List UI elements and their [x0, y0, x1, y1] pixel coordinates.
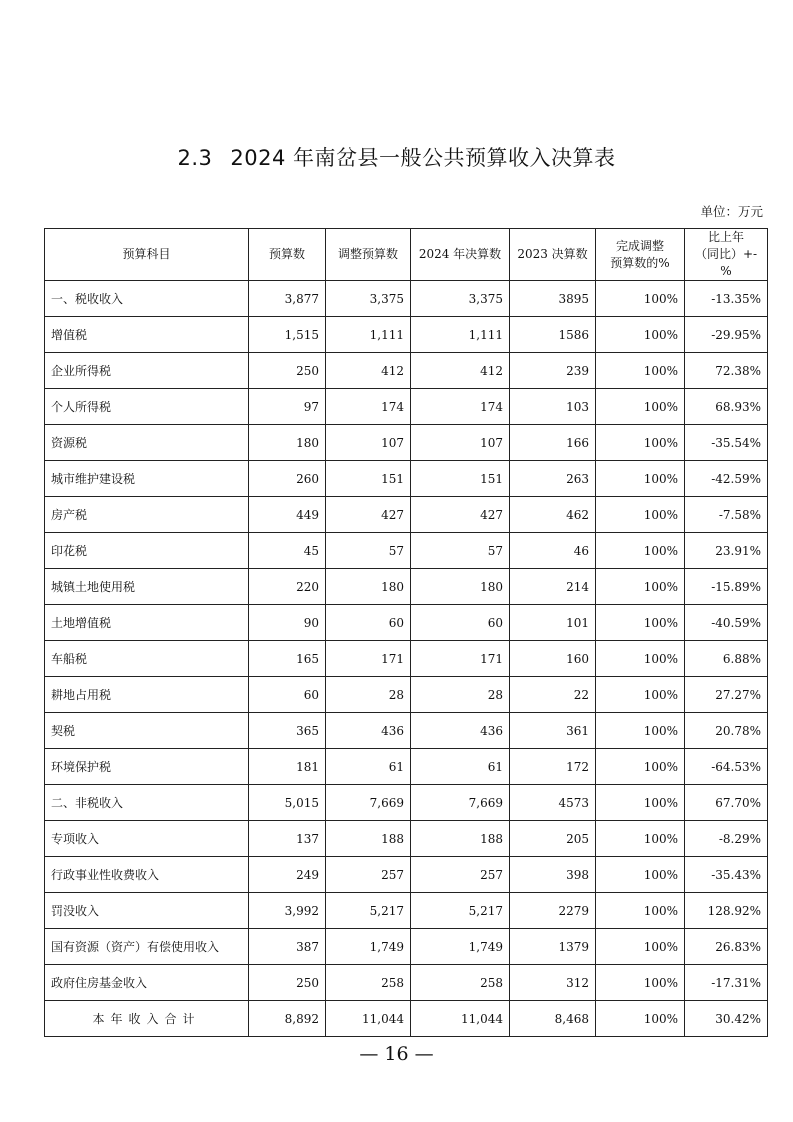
table-row — [45, 965, 768, 1001]
cell-completion: 100% — [596, 317, 685, 353]
table-row — [45, 677, 768, 713]
page-number: — 16 — — [359, 1043, 434, 1065]
cell-final-2023: 172 — [510, 749, 596, 785]
cell-completion: 100% — [596, 497, 685, 533]
cell-completion: 100% — [596, 389, 685, 425]
cell-item: 行政事业性收费收入 — [45, 857, 249, 893]
cell-adjusted: 1,111 — [326, 317, 411, 353]
cell-final-2023: 160 — [510, 641, 596, 677]
cell-completion: 100% — [596, 857, 685, 893]
cell-budget: 3,992 — [249, 893, 326, 929]
cell-adjusted: 151 — [326, 461, 411, 497]
cell-adjusted: 188 — [326, 821, 411, 857]
table-row — [45, 533, 768, 569]
table-row — [45, 389, 768, 425]
cell-final-2024: 57 — [411, 533, 510, 569]
cell-final-2024: 28 — [411, 677, 510, 713]
header-completion-line2: 预算数的% — [610, 255, 670, 270]
cell-yoy: 27.27% — [685, 677, 768, 713]
cell-adjusted: 28 — [326, 677, 411, 713]
cell-budget: 181 — [249, 749, 326, 785]
cell-yoy: -15.89% — [685, 569, 768, 605]
cell-final-2024: 436 — [411, 713, 510, 749]
cell-yoy: 23.91% — [685, 533, 768, 569]
cell-final-2024: 1,749 — [411, 929, 510, 965]
cell-yoy: -29.95% — [685, 317, 768, 353]
cell-budget: 90 — [249, 605, 326, 641]
cell-adjusted: 174 — [326, 389, 411, 425]
cell-completion: 100% — [596, 281, 685, 317]
cell-final-2024: 171 — [411, 641, 510, 677]
cell-item: 城市维护建设税 — [45, 461, 249, 497]
cell-completion: 100% — [596, 569, 685, 605]
table-row — [45, 353, 768, 389]
cell-adjusted: 60 — [326, 605, 411, 641]
cell-adjusted: 171 — [326, 641, 411, 677]
table-row — [45, 425, 768, 461]
cell-adjusted: 57 — [326, 533, 411, 569]
table-row — [45, 857, 768, 893]
cell-adjusted: 1,749 — [326, 929, 411, 965]
cell-final-2023: 239 — [510, 353, 596, 389]
unit-label: 单位：万元 — [700, 204, 763, 219]
cell-completion: 100% — [596, 821, 685, 857]
cell-completion: 100% — [596, 461, 685, 497]
cell-budget: 249 — [249, 857, 326, 893]
cell-completion: 100% — [596, 605, 685, 641]
cell-completion: 100% — [596, 1001, 685, 1037]
cell-adjusted: 11,044 — [326, 1001, 411, 1037]
cell-item: 一、税收收入 — [45, 281, 249, 317]
cell-completion: 100% — [596, 425, 685, 461]
cell-yoy: -13.35% — [685, 281, 768, 317]
cell-final-2023: 361 — [510, 713, 596, 749]
cell-item: 资源税 — [45, 425, 249, 461]
cell-yoy: 6.88% — [685, 641, 768, 677]
cell-item: 企业所得税 — [45, 353, 249, 389]
cell-completion: 100% — [596, 893, 685, 929]
cell-item: 车船税 — [45, 641, 249, 677]
header-yoy-line2: （同比）+-% — [694, 247, 758, 278]
cell-final-2024: 61 — [411, 749, 510, 785]
cell-final-2023: 312 — [510, 965, 596, 1001]
cell-budget: 449 — [249, 497, 326, 533]
cell-final-2023: 1586 — [510, 317, 596, 353]
cell-final-2023: 205 — [510, 821, 596, 857]
cell-final-2023: 46 — [510, 533, 596, 569]
cell-final-2024: 1,111 — [411, 317, 510, 353]
table-row — [45, 821, 768, 857]
cell-item: 政府住房基金收入 — [45, 965, 249, 1001]
cell-yoy: 68.93% — [685, 389, 768, 425]
cell-final-2023: 263 — [510, 461, 596, 497]
cell-completion: 100% — [596, 533, 685, 569]
cell-budget: 45 — [249, 533, 326, 569]
cell-final-2023: 103 — [510, 389, 596, 425]
cell-budget: 8,892 — [249, 1001, 326, 1037]
cell-completion: 100% — [596, 713, 685, 749]
cell-final-2024: 60 — [411, 605, 510, 641]
cell-final-2024: 7,669 — [411, 785, 510, 821]
cell-final-2024: 3,375 — [411, 281, 510, 317]
header-completion — [596, 229, 685, 281]
header-final-2024: 2024 年决算数 — [411, 229, 510, 281]
cell-budget: 1,515 — [249, 317, 326, 353]
cell-budget: 97 — [249, 389, 326, 425]
cell-adjusted: 257 — [326, 857, 411, 893]
cell-item: 国有资源（资产）有偿使用收入 — [45, 929, 249, 965]
cell-final-2023: 101 — [510, 605, 596, 641]
total-row — [45, 1001, 768, 1037]
cell-budget: 365 — [249, 713, 326, 749]
cell-adjusted: 61 — [326, 749, 411, 785]
cell-budget: 260 — [249, 461, 326, 497]
budget-revenue-table — [44, 228, 768, 1037]
cell-final-2024: 174 — [411, 389, 510, 425]
cell-item: 本年收入合计 — [45, 1001, 249, 1037]
cell-item: 罚没收入 — [45, 893, 249, 929]
cell-budget: 250 — [249, 353, 326, 389]
cell-yoy: 67.70% — [685, 785, 768, 821]
cell-completion: 100% — [596, 749, 685, 785]
cell-item: 印花税 — [45, 533, 249, 569]
cell-budget: 137 — [249, 821, 326, 857]
title-number: 2.3 — [177, 146, 213, 170]
cell-adjusted: 436 — [326, 713, 411, 749]
cell-budget: 165 — [249, 641, 326, 677]
cell-item: 房产税 — [45, 497, 249, 533]
table-row — [45, 461, 768, 497]
cell-final-2024: 412 — [411, 353, 510, 389]
cell-item: 专项收入 — [45, 821, 249, 857]
cell-final-2024: 258 — [411, 965, 510, 1001]
cell-final-2024: 11,044 — [411, 1001, 510, 1037]
cell-item: 增值税 — [45, 317, 249, 353]
cell-adjusted: 107 — [326, 425, 411, 461]
header-yoy-line1: 比上年 — [707, 230, 744, 244]
cell-budget: 220 — [249, 569, 326, 605]
cell-completion: 100% — [596, 929, 685, 965]
title-text: 2024 年南岔县一般公共预算收入决算表 — [230, 146, 616, 170]
cell-final-2024: 151 — [411, 461, 510, 497]
table-row — [45, 713, 768, 749]
cell-adjusted: 427 — [326, 497, 411, 533]
cell-item: 环境保护税 — [45, 749, 249, 785]
table-row — [45, 785, 768, 821]
cell-yoy: 30.42% — [685, 1001, 768, 1037]
cell-yoy: -42.59% — [685, 461, 768, 497]
header-final-2023: 2023 决算数 — [510, 229, 596, 281]
cell-final-2023: 2279 — [510, 893, 596, 929]
cell-budget: 250 — [249, 965, 326, 1001]
table-body — [45, 281, 768, 1037]
table-row — [45, 497, 768, 533]
header-completion-line1: 完成调整 — [615, 238, 664, 253]
table-row — [45, 929, 768, 965]
cell-final-2023: 3895 — [510, 281, 596, 317]
cell-completion: 100% — [596, 785, 685, 821]
cell-final-2023: 214 — [510, 569, 596, 605]
table-row — [45, 749, 768, 785]
cell-adjusted: 5,217 — [326, 893, 411, 929]
cell-final-2023: 4573 — [510, 785, 596, 821]
table-row — [45, 281, 768, 317]
cell-adjusted: 412 — [326, 353, 411, 389]
cell-yoy: -40.59% — [685, 605, 768, 641]
cell-adjusted: 7,669 — [326, 785, 411, 821]
table-header-row — [45, 229, 768, 281]
cell-final-2024: 188 — [411, 821, 510, 857]
cell-yoy: -17.31% — [685, 965, 768, 1001]
header-yoy — [685, 229, 768, 281]
cell-item: 土地增值税 — [45, 605, 249, 641]
header-item: 预算科目 — [45, 229, 249, 281]
cell-yoy: 128.92% — [685, 893, 768, 929]
cell-budget: 180 — [249, 425, 326, 461]
cell-yoy: 72.38% — [685, 353, 768, 389]
cell-final-2023: 1379 — [510, 929, 596, 965]
cell-final-2023: 398 — [510, 857, 596, 893]
cell-final-2024: 180 — [411, 569, 510, 605]
cell-yoy: 20.78% — [685, 713, 768, 749]
cell-adjusted: 180 — [326, 569, 411, 605]
header-budget: 预算数 — [249, 229, 326, 281]
cell-budget: 3,877 — [249, 281, 326, 317]
cell-final-2023: 8,468 — [510, 1001, 596, 1037]
cell-item: 契税 — [45, 713, 249, 749]
cell-final-2023: 166 — [510, 425, 596, 461]
cell-adjusted: 3,375 — [326, 281, 411, 317]
cell-item: 二、非税收入 — [45, 785, 249, 821]
cell-item: 城镇土地使用税 — [45, 569, 249, 605]
cell-yoy: -7.58% — [685, 497, 768, 533]
cell-final-2024: 107 — [411, 425, 510, 461]
cell-completion: 100% — [596, 677, 685, 713]
cell-yoy: -64.53% — [685, 749, 768, 785]
table-row — [45, 569, 768, 605]
cell-adjusted: 258 — [326, 965, 411, 1001]
cell-final-2023: 462 — [510, 497, 596, 533]
table-row — [45, 641, 768, 677]
cell-completion: 100% — [596, 353, 685, 389]
cell-final-2024: 5,217 — [411, 893, 510, 929]
cell-item: 耕地占用税 — [45, 677, 249, 713]
cell-final-2023: 22 — [510, 677, 596, 713]
table-row — [45, 893, 768, 929]
table-row — [45, 317, 768, 353]
cell-item: 个人所得税 — [45, 389, 249, 425]
header-adjusted: 调整预算数 — [326, 229, 411, 281]
cell-yoy: -35.54% — [685, 425, 768, 461]
cell-budget: 5,015 — [249, 785, 326, 821]
cell-yoy: -35.43% — [685, 857, 768, 893]
cell-final-2024: 257 — [411, 857, 510, 893]
cell-final-2024: 427 — [411, 497, 510, 533]
cell-completion: 100% — [596, 641, 685, 677]
cell-completion: 100% — [596, 965, 685, 1001]
cell-budget: 60 — [249, 677, 326, 713]
cell-yoy: 26.83% — [685, 929, 768, 965]
page-title — [0, 142, 793, 172]
table-row — [45, 605, 768, 641]
cell-budget: 387 — [249, 929, 326, 965]
cell-yoy: -8.29% — [685, 821, 768, 857]
